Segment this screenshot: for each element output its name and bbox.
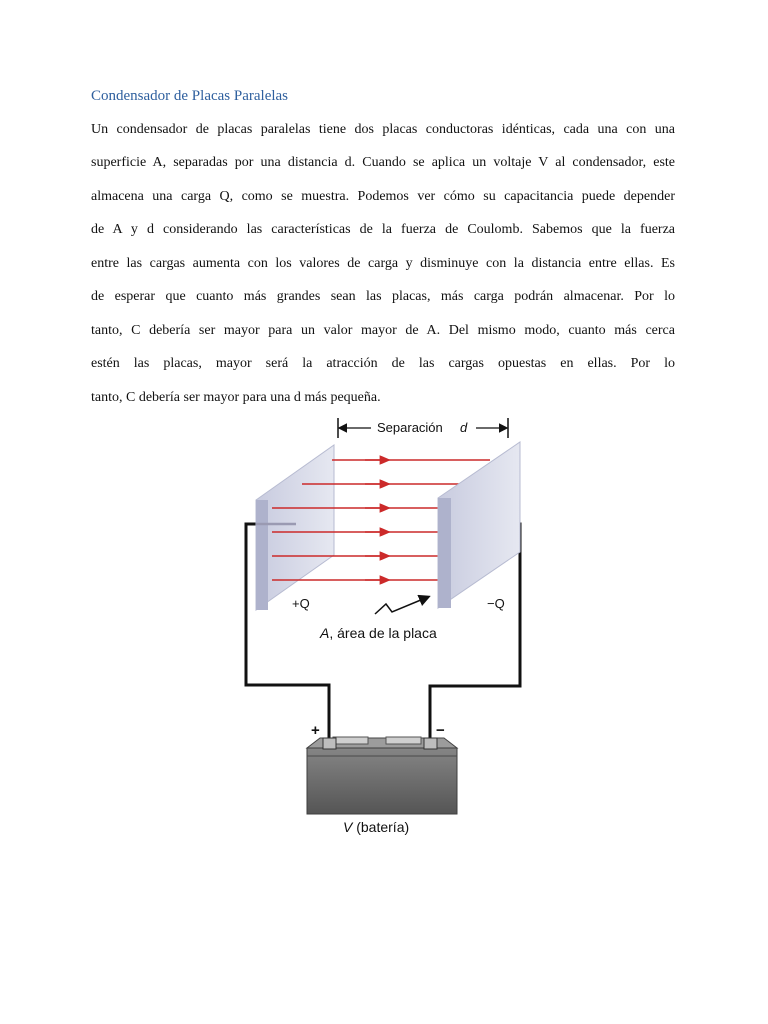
paragraph-line-text: almacena una carga Q, como se muestra. Podemos ver cómo su capacitancia puede depender <box>91 189 675 204</box>
paragraph-line-text: superficie A, separadas por una distancia d. Cuando se aplica un voltaje V al condensador, este <box>91 155 675 170</box>
paragraph-line-text: tanto, C debería ser mayor para un valor mayor de A. Del mismo modo, cuanto más cerca <box>91 323 675 338</box>
battery-text: (batería) <box>352 819 410 835</box>
paragraph-line-text: de esperar que cuanto más grandes sean las placas, más carga podrán almacenar. Por lo <box>91 289 675 304</box>
paragraph-line-text: tanto, C debería ser mayor para una d más pequeña. <box>91 390 381 405</box>
paragraph-line-text: Un condensador de placas paralelas tiene dos placas conductoras idénticas, cada una con una <box>91 122 675 137</box>
positive-charge-label: +Q <box>292 596 310 611</box>
separation-dimension <box>338 418 508 438</box>
battery-symbol: V <box>343 819 353 835</box>
battery-label <box>343 819 409 835</box>
battery-terminal-positive <box>323 738 336 749</box>
battery-body <box>307 748 457 814</box>
plus-terminal-label: + <box>311 722 320 739</box>
paragraph-line-text: estén las placas, mayor será la atracción de las cargas opuestas en ellas. Por lo <box>91 356 675 371</box>
area-text: , área de la placa <box>329 625 437 641</box>
battery-terminal-negative <box>424 738 437 749</box>
paragraph-line-text: de A y d considerando las características de la fuerza de Coulomb. Sabemos que la fuerza <box>91 222 675 237</box>
paragraph-line-text: entre las cargas aumenta con los valores de carga y disminuye con la distancia entre ellas. Es <box>91 256 675 271</box>
area-label <box>319 625 437 641</box>
minus-terminal-label: − <box>436 722 445 739</box>
section-title: Condensador de Placas Paralelas <box>91 88 289 104</box>
area-symbol: A <box>320 625 330 641</box>
positive-plate <box>256 445 334 610</box>
negative-charge-label: −Q <box>487 596 505 611</box>
negative-plate <box>438 442 520 608</box>
separation-symbol: d <box>460 420 468 435</box>
separation-label: Separación <box>377 420 443 435</box>
area-pointer-arrow <box>375 597 428 614</box>
